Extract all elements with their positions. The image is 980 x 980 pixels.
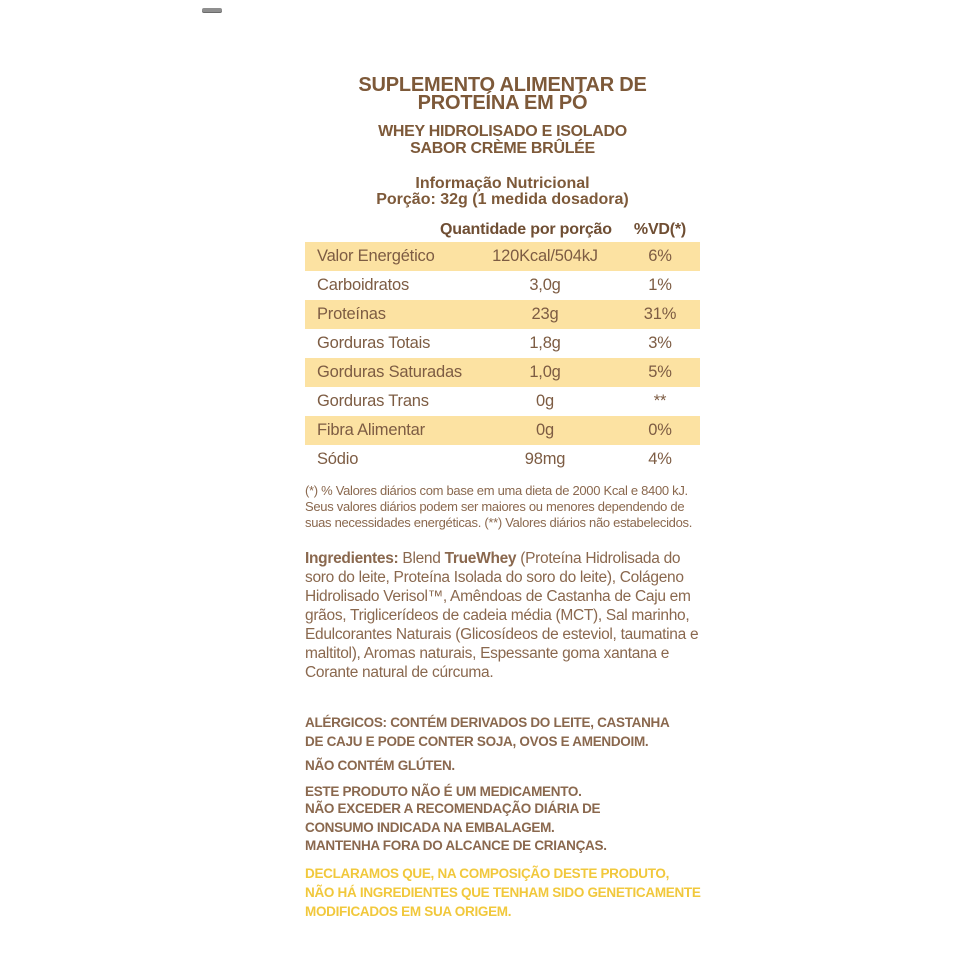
row-quantity: 23g (531, 305, 559, 323)
row-dv: 5% (648, 363, 672, 381)
gluten-free-statement (305, 756, 700, 775)
row-dv: 6% (648, 247, 672, 265)
text-line: Seus valores diários podem ser maiores ou menores dependendo de (305, 499, 685, 514)
text-line: MANTENHA FORA DO ALCANCE DE CRIANÇAS. (305, 838, 607, 853)
row-label: Gorduras Trans (317, 392, 429, 410)
table-row (305, 387, 700, 416)
top-dash-mark (202, 8, 222, 13)
gmo-declaration (305, 864, 700, 921)
row-quantity: 0g (536, 421, 554, 439)
row-quantity: 98mg (524, 450, 566, 468)
table-row (305, 445, 700, 474)
text-line: NÃO HÁ INGREDIENTES QUE TENHAM SIDO GENETICAMENTE (305, 885, 701, 900)
row-label: Sódio (317, 450, 359, 468)
row-dv: 3% (648, 334, 672, 352)
table-row (305, 329, 700, 358)
table-row (305, 300, 700, 329)
ingredients-rest: (Proteína Hidrolisada do soro do leite, Proteína Isolada do soro do leite), Colágeno Hidrolisado Verisol™, Amêndoas de Castanha de Caju em grãos, Triglicerídeos de cadeia média (MCT), Sal marinho, Edulcorantes Naturais (Glicosídeos de esteviol, taumatina e maltitol), Aromas naturais, Espessante goma xantana e Corante natural de cúrcuma. (305, 550, 699, 681)
row-dv: 1% (648, 276, 672, 294)
row-dv: 4% (648, 450, 672, 468)
text-line: ALÉRGICOS: CONTÉM DERIVADOS DO LEITE, CASTANHA (305, 715, 670, 730)
text-line: ESTE PRODUTO NÃO É UM MEDICAMENTO. (305, 784, 582, 799)
table-row (305, 358, 700, 387)
ingredients-paragraph (305, 549, 705, 682)
keep-away-children-warning (305, 836, 700, 855)
table-row (305, 416, 700, 445)
row-quantity: 1,0g (529, 363, 561, 381)
column-header-dv: %VD(*) (633, 221, 687, 238)
nutrition-rows (305, 242, 700, 474)
product-subtitle (305, 124, 700, 157)
text-line: NÃO CONTÉM GLÚTEN. (305, 758, 455, 773)
ingredients-label: Ingredientes: (305, 550, 399, 567)
text-line: NÃO EXCEDER A RECOMENDAÇÃO DIÁRIA DE (305, 801, 601, 816)
product-subtitle-line1: WHEY HIDROLISADO E ISOLADO (378, 123, 627, 140)
daily-values-footnote (305, 483, 700, 531)
ingredients-pre-brand: Blend (398, 550, 445, 567)
table-row (305, 242, 700, 271)
text-line: CONSUMO INDICADA NA EMBALAGEM. (305, 820, 555, 835)
text-line: suas necessidades energéticas. (**) Valores diários não estabelecidos. (305, 515, 693, 530)
product-title-line1: SUPLEMENTO ALIMENTAR DE (358, 74, 647, 96)
serving-size: Porção: 32g (1 medida dosadora) (376, 191, 629, 208)
row-label: Fibra Alimentar (317, 421, 425, 439)
product-title (305, 76, 700, 112)
text-line: DECLARAMOS QUE, NA COMPOSIÇÃO DESTE PRODUTO, (305, 866, 670, 881)
ingredients-brand: TrueWhey (444, 550, 517, 567)
text-line: (*) % Valores diários com base em uma dieta de 2000 Kcal e 8400 kJ. (305, 483, 688, 498)
row-label: Gorduras Totais (317, 334, 431, 352)
text-line: MODIFICADOS EM SUA ORIGEM. (305, 904, 512, 919)
product-title-line2: PROTEÍNA EM PÓ (417, 92, 588, 114)
row-quantity: 3,0g (529, 276, 561, 294)
row-dv: 31% (643, 305, 677, 323)
column-header-quantity-label: Quantidade por porção (440, 221, 612, 238)
row-label: Valor Energético (317, 247, 435, 265)
text-line: DE CAJU E PODE CONTER SOJA, OVOS E AMENDOIM. (305, 734, 649, 749)
row-dv: ** (653, 392, 667, 410)
row-quantity: 120Kcal/504kJ (492, 247, 598, 265)
table-row (305, 271, 700, 300)
row-quantity: 1,8g (529, 334, 561, 352)
product-subtitle-line2: SABOR CRÈME BRÛLÉE (410, 139, 595, 157)
row-label: Gorduras Saturadas (317, 363, 462, 381)
nutrition-info-title: Informação Nutricional (415, 175, 590, 192)
daily-intake-warning (305, 799, 700, 837)
row-label: Carboidratos (317, 276, 410, 294)
row-label: Proteínas (317, 305, 386, 323)
row-quantity: 0g (536, 392, 554, 410)
column-header-quantity (440, 221, 620, 239)
allergen-warning (305, 713, 700, 751)
nutrition-table-header (305, 220, 700, 240)
row-dv: 0% (648, 421, 672, 439)
